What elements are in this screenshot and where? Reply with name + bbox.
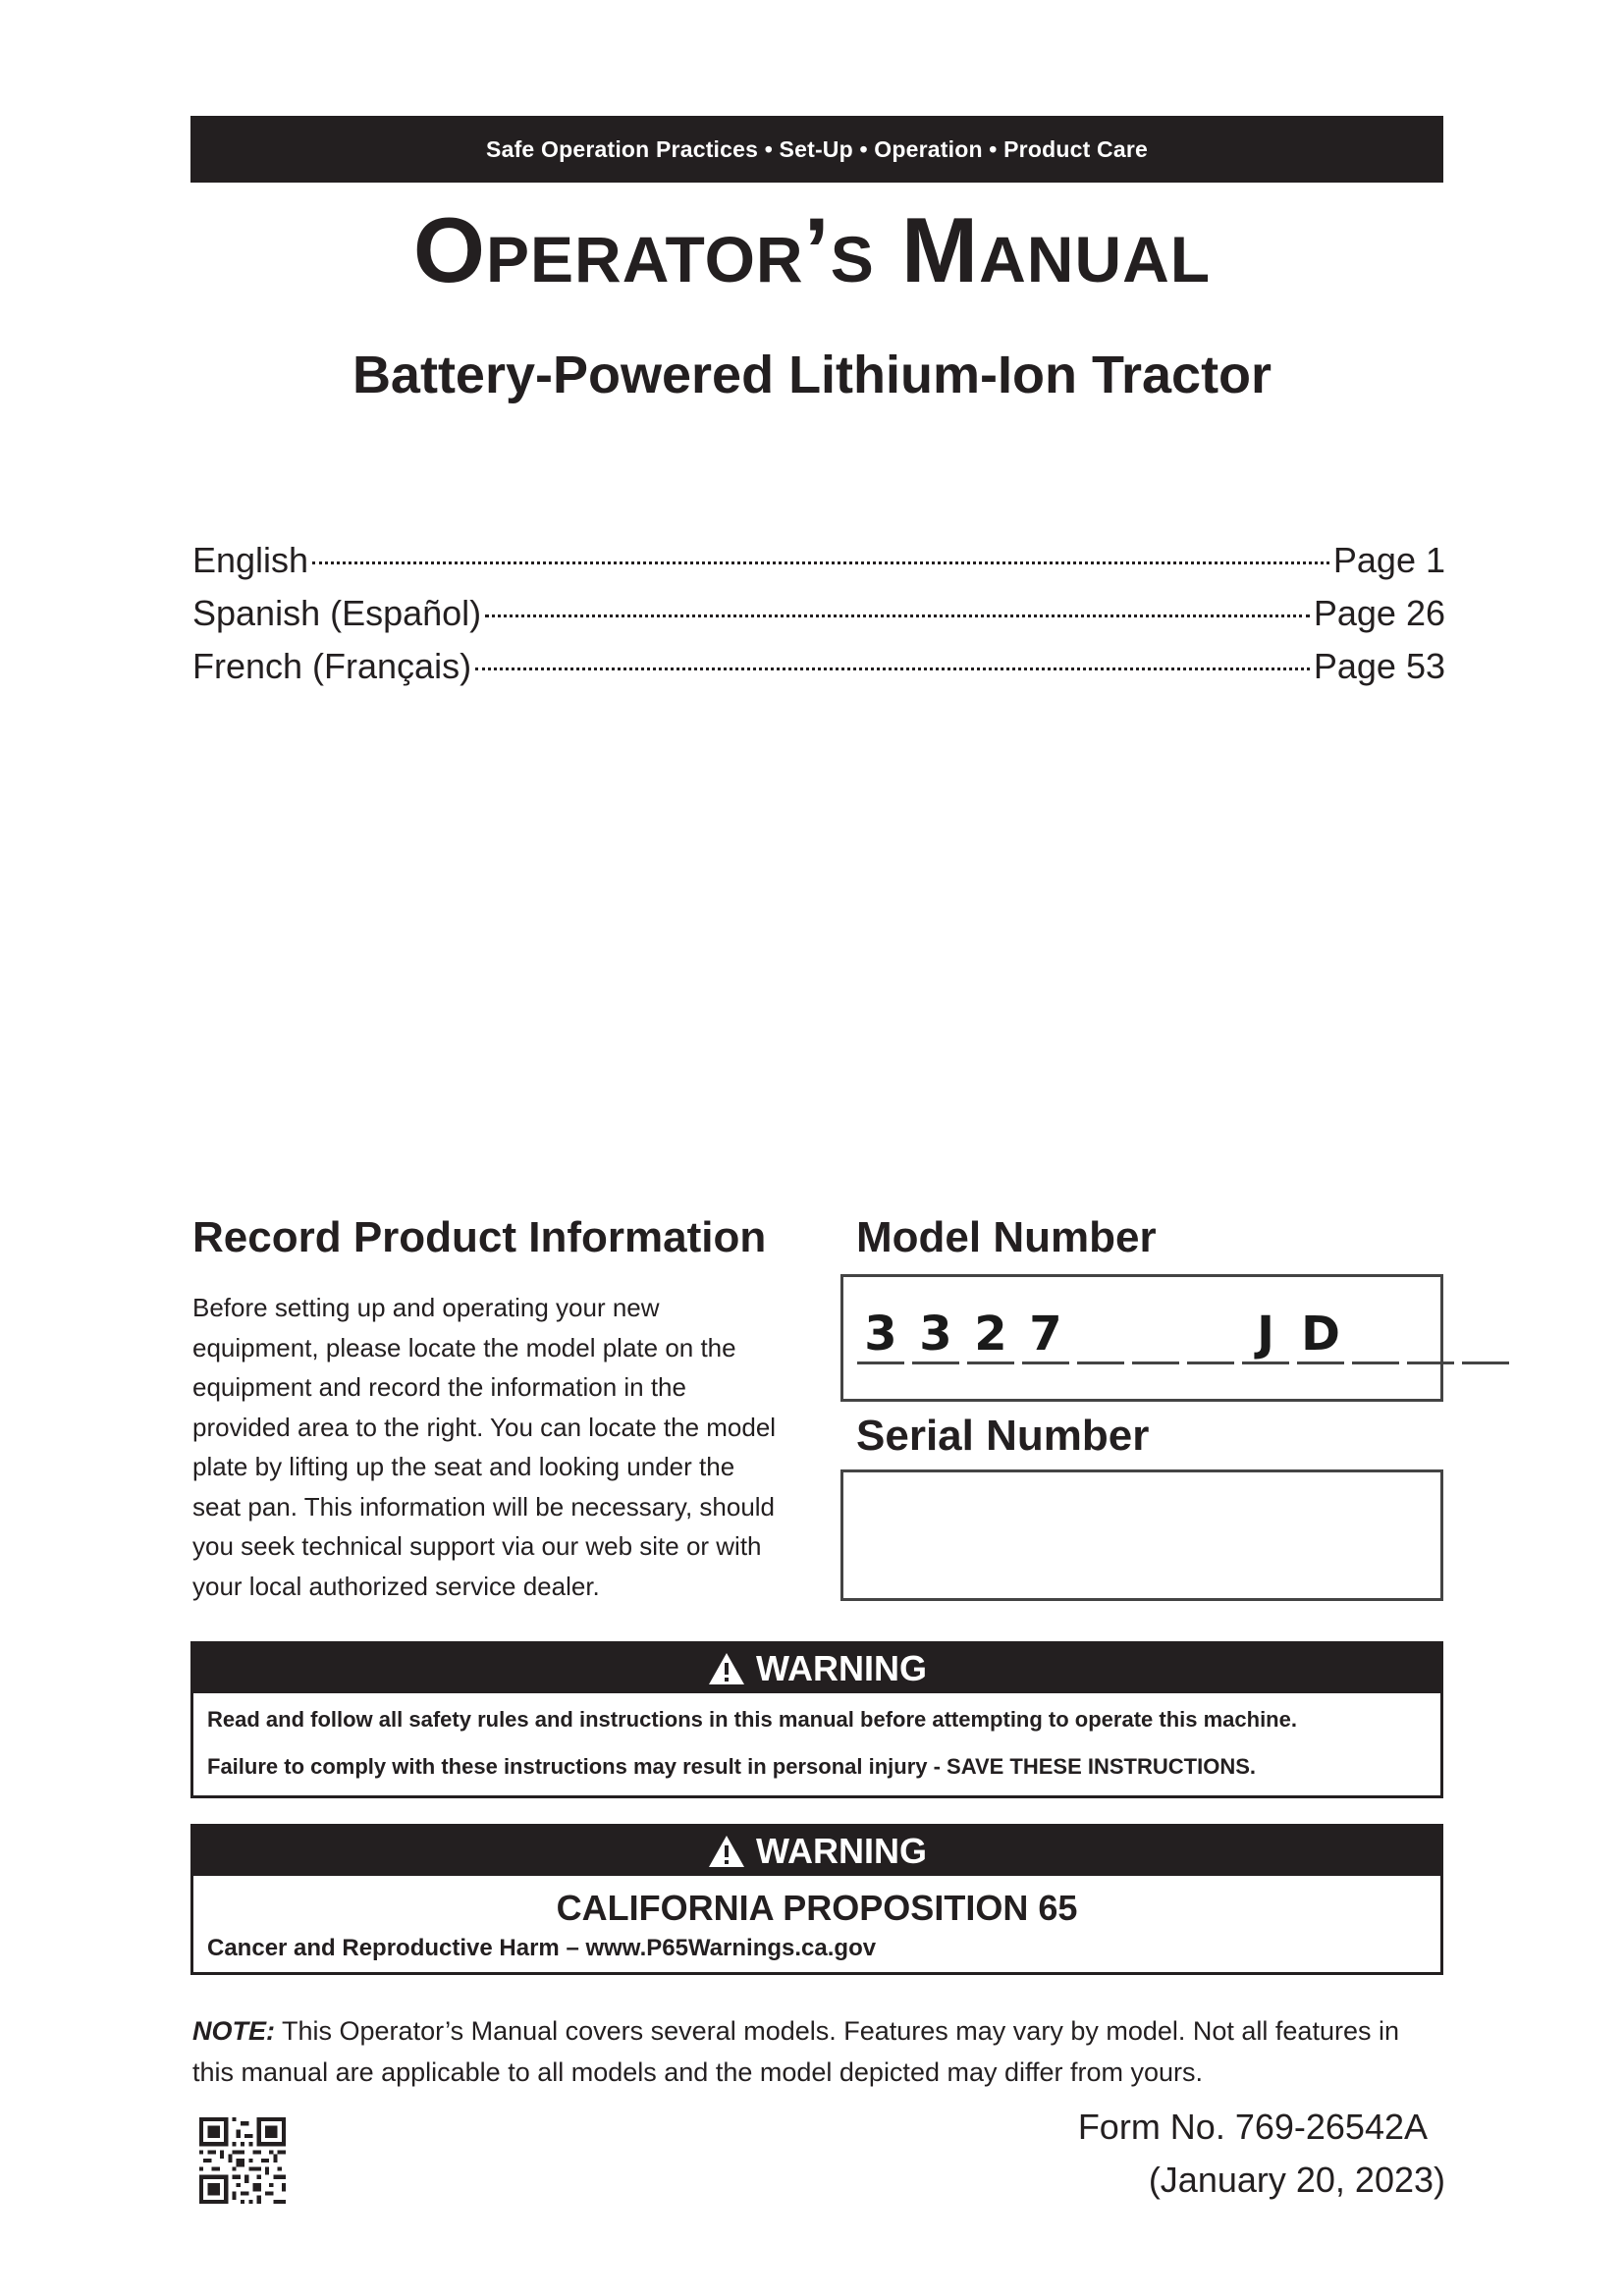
model-slot	[1352, 1307, 1399, 1364]
warning-heading-text: WARNING	[756, 1648, 927, 1688]
warning-triangle-icon	[707, 1651, 746, 1686]
note-label: NOTE:	[192, 2016, 275, 2046]
model-slot: J	[1242, 1307, 1289, 1364]
warning-heading-text: WARNING	[756, 1831, 927, 1871]
header-banner-text: Safe Operation Practices • Set-Up • Operation • Product Care	[486, 135, 1148, 162]
model-slot	[1462, 1307, 1509, 1364]
toc-page: Page 26	[1313, 593, 1445, 633]
prop65-detail: Cancer and Reproductive Harm – www.P65Warnings.ca.gov	[207, 1935, 877, 1961]
toc-leader-dots	[475, 667, 1310, 670]
model-slot: D	[1297, 1307, 1344, 1364]
model-slot	[1077, 1307, 1124, 1364]
note-text: This Operator’s Manual covers several models. Features may vary by model. Not all features in this manual are applicable to all models and the model depicted may differ from yours.	[192, 2016, 1399, 2087]
prop65-warning-box	[190, 1824, 1443, 1975]
warning-line-failure: Failure to comply with these instructions may result in personal injury - SAVE THESE INSTRUCTIONS.	[207, 1754, 1256, 1779]
toc-row-french	[192, 646, 1445, 699]
prop65-title: CALIFORNIA PROPOSITION 65	[556, 1888, 1078, 1928]
qr-code-icon	[199, 2117, 286, 2204]
model-slot	[1187, 1307, 1234, 1364]
form-number-block	[1077, 2101, 1445, 2207]
serial-number-label: Serial Number	[856, 1412, 1150, 1460]
safety-warning-box	[190, 1641, 1443, 1798]
model-slot: 3	[912, 1307, 959, 1364]
table-of-contents	[192, 540, 1445, 699]
model-number-field[interactable]	[840, 1274, 1443, 1402]
model-number-label: Model Number	[856, 1213, 1157, 1261]
toc-page: Page 1	[1332, 540, 1445, 580]
form-number: Form No. 769-26542A	[1077, 2107, 1428, 2147]
page-title: Operator’s Manual	[412, 198, 1212, 301]
header-banner	[190, 116, 1443, 183]
toc-row-spanish	[192, 593, 1445, 646]
record-info-heading: Record Product Information	[192, 1213, 767, 1261]
model-slot	[1407, 1307, 1454, 1364]
toc-language: French (Français)	[192, 646, 472, 686]
page-subtitle: Battery-Powered Lithium-Ion Tractor	[352, 346, 1272, 404]
toc-language: English	[192, 540, 309, 580]
toc-language: Spanish (Español)	[192, 593, 482, 633]
warning-line-read: Read and follow all safety rules and instructions in this manual before attempting to operate this machine.	[207, 1707, 1297, 1732]
model-slot: 2	[967, 1307, 1014, 1364]
manual-note	[192, 2010, 1445, 2093]
record-info-body: Before setting up and operating your new equipment, please locate the model plate on the equipment and record the information in the provided area to the right. You can locate the model plate by lifting up the seat and looking under the seat pan. This information will be necessary, should you seek technical support via our web site or with your local authorized service dealer.	[192, 1293, 777, 1601]
warning-header	[193, 1827, 1440, 1876]
form-date: (January 20, 2023)	[1148, 2160, 1445, 2200]
warning-triangle-icon	[707, 1834, 746, 1869]
model-slot: 7	[1022, 1307, 1069, 1364]
toc-page: Page 53	[1313, 646, 1445, 686]
model-number-slots	[857, 1307, 1509, 1364]
warning-header	[193, 1644, 1440, 1693]
toc-leader-dots	[485, 614, 1310, 617]
model-slot	[1132, 1307, 1179, 1364]
toc-row-english	[192, 540, 1445, 593]
serial-number-field[interactable]	[840, 1469, 1443, 1601]
toc-leader-dots	[312, 561, 1329, 564]
model-slot: 3	[857, 1307, 904, 1364]
